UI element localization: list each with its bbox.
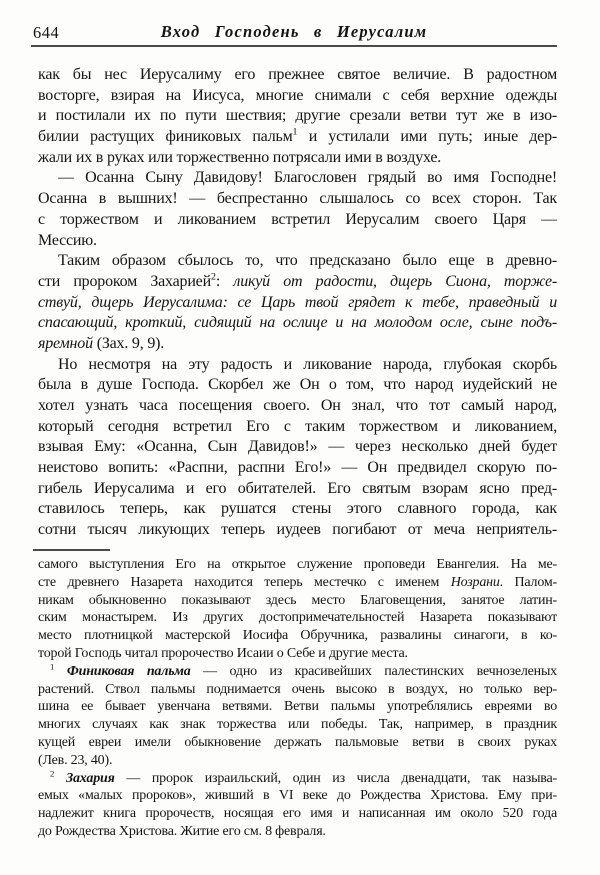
- text-segment: Мессию.: [38, 231, 97, 249]
- text-segment: емых «малых пророков», живший в VI веке до Рождества Христова. Ему при-: [38, 788, 557, 804]
- text-segment: место плотницкой мастерской Иосифа Обручника, развалины синагоги, в ко-: [38, 628, 557, 644]
- text-segment: с торжеством и ликованием встретил Иерусалим своего Царя —: [38, 210, 557, 228]
- text-segment: была в душе Господа. Скорбел же Он о том, что народ иудейский не: [38, 376, 557, 394]
- text-segment: . Палом-: [499, 574, 557, 590]
- text-segment: растений. Ствол пальмы поднимается очень высоко в воздух, но только вер-: [38, 681, 557, 697]
- text-segment: спасающий, кроткий, сидящий на ослице и на молодом осле, сыне подъ-: [38, 314, 557, 332]
- footnotes-block: [38, 556, 557, 841]
- body-text-line: [38, 375, 557, 396]
- text-segment: взывая Ему: «Осанна, Сын Давидов!» — через несколько дней будет: [38, 438, 557, 456]
- footnote-line: [38, 663, 557, 681]
- footnote-line: [38, 609, 557, 627]
- body-text-line: [38, 65, 557, 86]
- body-text-line: [38, 148, 557, 169]
- text-segment: ским монастырем. Из других достопримечательностей Назарета показывают: [38, 610, 557, 626]
- text-segment: [54, 664, 67, 679]
- footnote-separator-rule: [33, 549, 110, 551]
- body-text-line: [38, 479, 557, 500]
- text-segment: ставилось теперь, как рушатся стены этого славного города, как: [38, 500, 557, 518]
- footnote-line: [38, 716, 557, 734]
- body-text-line: [38, 313, 557, 334]
- body-text-line: [38, 231, 557, 252]
- text-segment: [54, 771, 66, 786]
- footnote-line: [38, 645, 557, 663]
- running-title: Вход Господень в Иерусалим: [160, 22, 428, 41]
- text-segment: многих случаях как знак торжества или победы. Так, например, в праздник: [38, 717, 557, 733]
- body-text-line: [38, 127, 557, 148]
- body-text-line: [38, 520, 557, 541]
- text-segment: Нозрани: [450, 574, 500, 590]
- text-segment: кущей евреи имели обыкновение держать пальмовые ветви в своих руках: [38, 734, 557, 750]
- footnote-marker: 1: [292, 127, 298, 138]
- text-segment: восторге, взирая на Иисуса, многие снимали с себя верхние одежды: [38, 86, 557, 104]
- text-segment: Осанна в вышних! — беспрестанно слышалось со всех сторон. Так: [38, 190, 557, 208]
- text-segment: сти пророком Захарией: [38, 272, 211, 290]
- body-text-line: [38, 210, 557, 231]
- text-segment: надлежит книга пророчеств, носящая его имя и написанная им около 520 года: [38, 806, 557, 822]
- footnote-line: [38, 556, 557, 574]
- body-text-line: [38, 334, 557, 355]
- footnote-line: [38, 805, 557, 823]
- text-segment: Финиковая пальма: [66, 663, 191, 679]
- text-segment: и постилали их по пути шествия; другие срезали ветви тут же в изо-: [38, 107, 557, 125]
- body-text-line: [38, 293, 557, 314]
- text-segment: торой Господь читал пророчество Исаии о Себе и другие места.: [38, 645, 408, 661]
- text-segment: Захария: [66, 770, 115, 786]
- text-segment: гибель Иерусалима и его обитателей. Его святым взорам ясно пред-: [38, 479, 557, 497]
- text-segment: (Лев. 23, 40).: [38, 752, 113, 768]
- body-text-line: [38, 251, 557, 272]
- body-text-line: [38, 168, 557, 189]
- text-segment: и устилали ими путь; иные дер-: [297, 128, 557, 146]
- footnote-line: [38, 734, 557, 752]
- page-header: [31, 22, 557, 44]
- footnote-line: [38, 681, 557, 699]
- footnote-marker: 1: [50, 662, 55, 672]
- footnote-line: [38, 627, 557, 645]
- body-text-line: [38, 437, 557, 458]
- body-text-line: [38, 355, 557, 376]
- text-segment: Но несмотря на эту радость и ликование народа, глубокая скорбь: [58, 355, 557, 373]
- text-segment: яремной: [38, 334, 93, 352]
- body-text-line: [38, 86, 557, 107]
- body-text-line: [38, 417, 557, 438]
- footnote-line: [38, 823, 557, 841]
- text-segment: (Зах. 9, 9).: [92, 334, 165, 352]
- footnote-marker: 2: [210, 271, 216, 283]
- text-segment: неистово вопить: «Распни, распни Его!» — Он предвидел скорую по-: [38, 459, 557, 477]
- header-rule: [31, 45, 557, 47]
- text-segment: жали их в руках или торжественно потрясали ими в воздухе.: [38, 148, 442, 166]
- body-text-line: [38, 396, 557, 417]
- text-segment: никам обыкновенно показывают здесь место Благовещения, занятое латин-: [38, 592, 557, 608]
- footnote-line: [38, 574, 557, 592]
- text-segment: сотни тысяч ликующих теперь иудеев погибают от меча неприятель-: [38, 521, 557, 539]
- text-segment: до Рождества Христова. Житие его см. 8 февраля.: [38, 823, 326, 839]
- text-segment: который сегодня встретил Его с таким торжеством и ликованием,: [38, 417, 557, 435]
- page-number: 644: [33, 23, 60, 42]
- text-segment: ствуй, дщерь Иерусалима: се Царь твой грядет к тебе, праведный и: [38, 293, 557, 311]
- text-segment: билии растущих финиковых пальм: [38, 128, 293, 146]
- text-segment: Таким образом сбылось то, что предсказано было еще в древно-: [58, 252, 557, 270]
- footnote-line: [38, 752, 557, 770]
- body-text-line: [38, 272, 557, 293]
- footnote-line: [38, 770, 557, 788]
- text-segment: — пророк израильский, один из числа двенадцати, так называ-: [114, 770, 557, 786]
- text-segment: — Осанна Сыну Давидову! Благословен грядый во имя Господне!: [58, 169, 557, 187]
- footnote-line: [38, 787, 557, 805]
- text-segment: — одно из красивейших палестинских вечнозеленых: [190, 663, 557, 679]
- text-segment: как бы нес Иерусалиму его прежнее святое величие. В радостном: [38, 66, 557, 83]
- body-text-line: [38, 106, 557, 127]
- text-segment: сте древнего Назарета находится теперь местечко с именем: [38, 574, 451, 590]
- main-text-block: [38, 65, 557, 541]
- text-segment: хотел узнать часа посещения своего. Он знал, что тот самый народ,: [38, 397, 557, 414]
- text-segment: шина ее бывает увенчана ветвями. Ветви пальмы употреблялись евреями во: [38, 699, 557, 715]
- body-text-line: [38, 189, 557, 210]
- footnote-line: [38, 592, 557, 610]
- text-segment: :: [215, 272, 234, 290]
- text-segment: самого выступления Его на открытое служение проповеди Евангелия. На ме-: [38, 557, 557, 572]
- text-segment: ликуй от радости, дщерь Сиона, торже-: [233, 272, 557, 290]
- footnote-marker: 2: [50, 769, 55, 778]
- body-text-line: [38, 458, 557, 479]
- body-text-line: [38, 499, 557, 520]
- footnote-line: [38, 698, 557, 716]
